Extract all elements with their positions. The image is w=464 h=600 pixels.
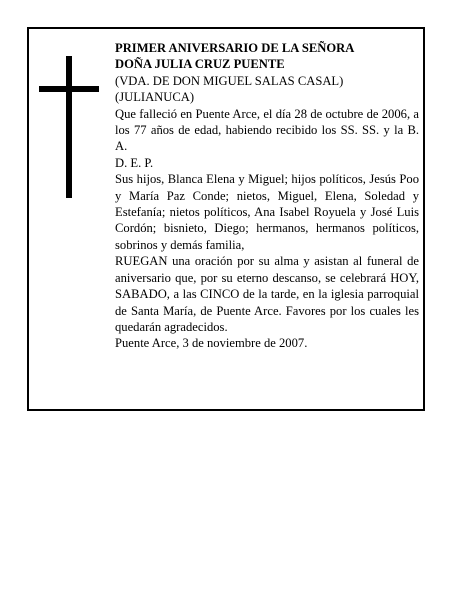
cross-horizontal-bar [39,86,99,92]
funeral-request [115,253,419,335]
request-part2: , en la iglesia parroquial de Santa María, de Puente Arce. Favores por los cuales les quedarán agradecidos. [115,287,419,334]
cross-vertical-bar [66,56,72,198]
request-keyword: RUEGAN [115,254,168,269]
notice-subheading-line1: (VDA. DE DON MIGUEL SALAS CASAL) [115,73,344,88]
request-emphasis: HOY, SABADO, a las CINCO de la tarde [115,270,419,302]
death-info: Que falleció en Puente Arce, el día 28 de octubre de 2006, a los 77 años de edad, habiendo recibido los SS. SS. y la B. A. [115,106,419,154]
latin-cross-icon [39,56,99,198]
rip-text: D. E. P. [115,155,154,170]
family-list: Sus hijos, Blanca Elena y Miguel; hijos políticos, Jesús Poo y María Paz Conde; nietos, Miguel, Elena, Soledad y Estefanía; nietos políticos, Ana Isabel Royuela y José Luis Cordón; bisnieto, Diego; hermanos, hermanos políticos, sobrinos y demás familia, [115,172,419,252]
notice-subheading-line2: (JULIANUCA) [115,90,195,105]
place-date: Puente Arce, 3 de noviembre de 2007. [115,336,308,351]
request-part1: una oración por su alma y asistan al funeral de aniversario que, por su eterno descanso, se celebrará [115,254,419,285]
notice-heading-line1: PRIMER ANIVERSARIO DE LA SEÑORA [115,41,355,55]
notice-heading-line2: DOÑA JULIA CRUZ PUENTE [115,57,285,72]
obituary-notice [27,27,425,411]
notice-text [115,40,419,352]
